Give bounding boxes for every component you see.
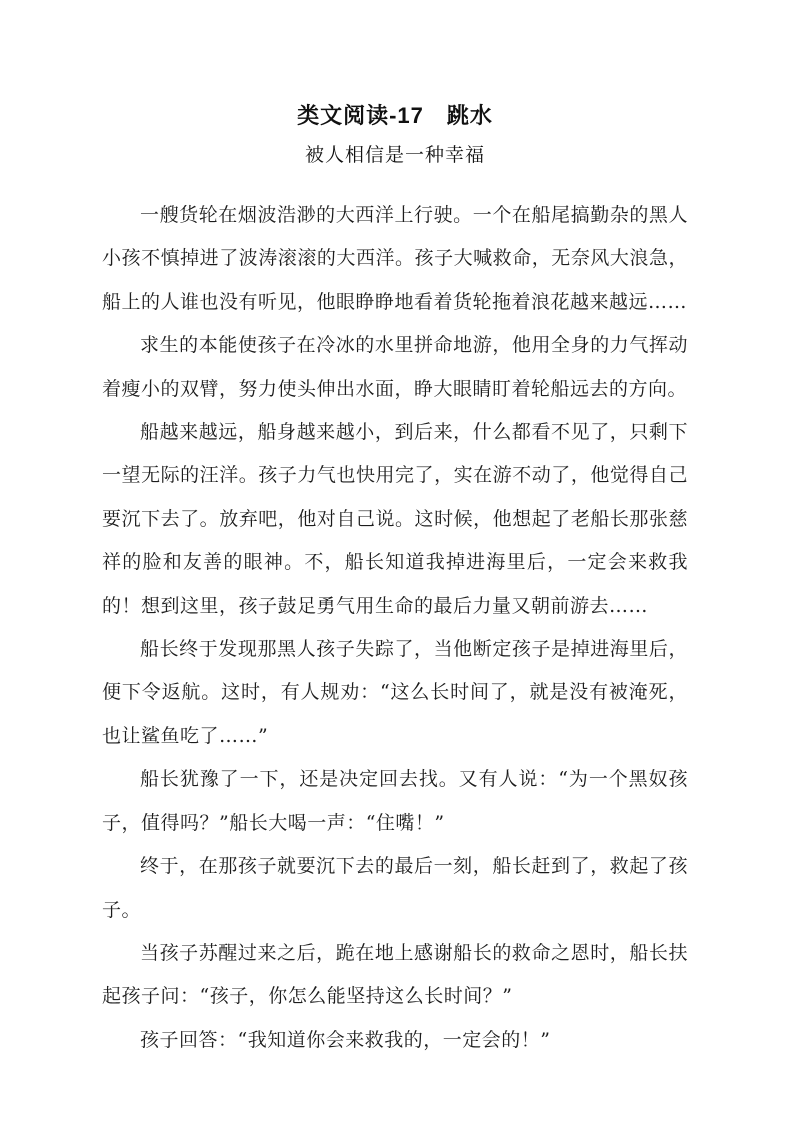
paragraph-5: 船长犹豫了一下，还是决定回去找。又有人说：“为一个黑奴孩子，值得吗？”船长大喝一声：“住嘴！”	[102, 768, 688, 834]
paragraph-7: 当孩子苏醒过来之后，跪在地上感谢船长的救命之恩时，船长扶起孩子问：“孩子，你怎么能坚持这么长时间？”	[102, 941, 688, 1008]
paragraph-3: 船越来越远，船身越来越小，到后来，什么都看不见了，只剩下一望无际的汪洋。孩子力气也快用完了，实在游不动了，他觉得自己要沉下去了。放弃吧，他对自己说。这时候，他想起了老船长那张慈祥的脸和友善的眼神。不，船长知道我掉进海里后，一定会来救我的！想到这里，孩子鼓足勇气用生命的最后力量又朝前游去……	[102, 421, 688, 617]
paragraph-4: 船长终于发现那黑人孩子失踪了，当他断定孩子是掉进海里后，便下令返航。这时，有人规劝：“这么长时间了，就是没有被淹死，也让鲨鱼吃了……”	[102, 638, 688, 747]
paragraph-1: 一艘货轮在烟波浩渺的大西洋上行驶。一个在船尾搞勤杂的黑人小孩不慎掉进了波涛滚滚的大西洋。孩子大喊救命，无奈风大浪急，船上的人谁也没有听见，他眼睁睁地看着货轮拖着浪花越来越远……	[102, 204, 688, 313]
paragraph-8: 孩子回答：“我知道你会来救我的，一定会的！”	[140, 1028, 551, 1051]
document-title: 类文阅读-17 跳水	[297, 103, 493, 128]
document-body	[102, 194, 688, 1062]
document-subtitle: 被人相信是一种幸福	[304, 145, 485, 166]
paragraph-6: 终于，在那孩子就要沉下去的最后一刻，船长赶到了，救起了孩子。	[102, 855, 688, 921]
paragraph-2: 求生的本能使孩子在冷冰的水里拼命地游，他用全身的力气挥动着瘦小的双臂，努力使头伸出水面，睁大眼睛盯着轮船远去的方向。	[102, 334, 688, 400]
